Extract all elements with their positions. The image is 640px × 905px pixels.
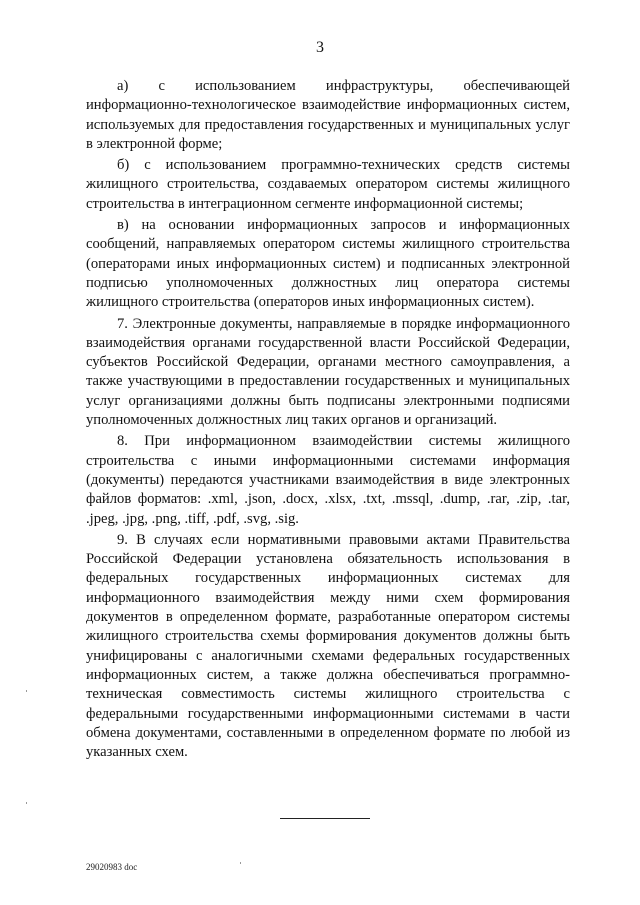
paragraph-7: 7. Электронные документы, направляемые в порядке информационного взаимодействия органами государственной власти Российской Федерации, субъектов Российской Федерации, органами местного самоуправления, а также участвующими в предоставлении государственных и муниципальных услуг организациями должны быть подписаны электронными подписями уполномоченных должностных лиц таких органов и организаций. — [86, 315, 570, 429]
end-separator-line — [280, 818, 370, 819]
scan-speck — [26, 690, 27, 692]
paragraph-9: 9. В случаях если нормативными правовыми актами Правительства Российской Федерации установлена обязательность использования в федеральных государственных информационных системах для информационного взаимодействия между ними схем формирования документов в определенном формате, разработанные оператором системы жилищного строительства схемы формирования документов должны быть унифицированы с аналогичными схемами федеральных государственных информационных систем, а также должна обеспечиваться программно-техническая совместимость системы жилищного строительства с федеральными государственными информационными системами в части обмена документами, составленными в определенном формате по любой из указанных схем. — [86, 531, 570, 761]
page-number: 3 — [316, 39, 324, 56]
footer-file-id: 29020983 doc — [86, 862, 138, 872]
paragraph-b: б) с использованием программно-технических средств системы жилищного строительства, создаваемых оператором системы жилищного строительства в интеграционном сегменте информационной системы; — [86, 157, 570, 212]
paragraph-v: в) на основании информационных запросов и информационных сообщений, направляемых оператором системы жилищного строительства (операторами иных информационных систем) и подписанных электронной подписью уполномоченных должностных лиц оператора системы жилищного строительства (операторов иных информационных систем). — [86, 217, 570, 311]
scan-speck — [240, 862, 241, 864]
paragraph-a: а) с использованием инфраструктуры, обеспечивающей информационно-технологическое взаимодействие информационных систем, используемых для предоставления государственных и муниципальных услуг в электронной форме; — [86, 78, 570, 152]
scan-speck — [26, 802, 27, 804]
paragraph-8: 8. При информационном взаимодействии системы жилищного строительства с иными информационными системами информация (документы) передаются участниками взаимодействия в виде электронных файлов форматов: .xml, .json, .docx, .xlsx, .txt, .mssql, .dump, .rar, .zip, .tar, .jpeg, .jpg, .png, .tiff, .pdf, .svg, .sig. — [86, 433, 570, 527]
document-body — [86, 77, 570, 762]
